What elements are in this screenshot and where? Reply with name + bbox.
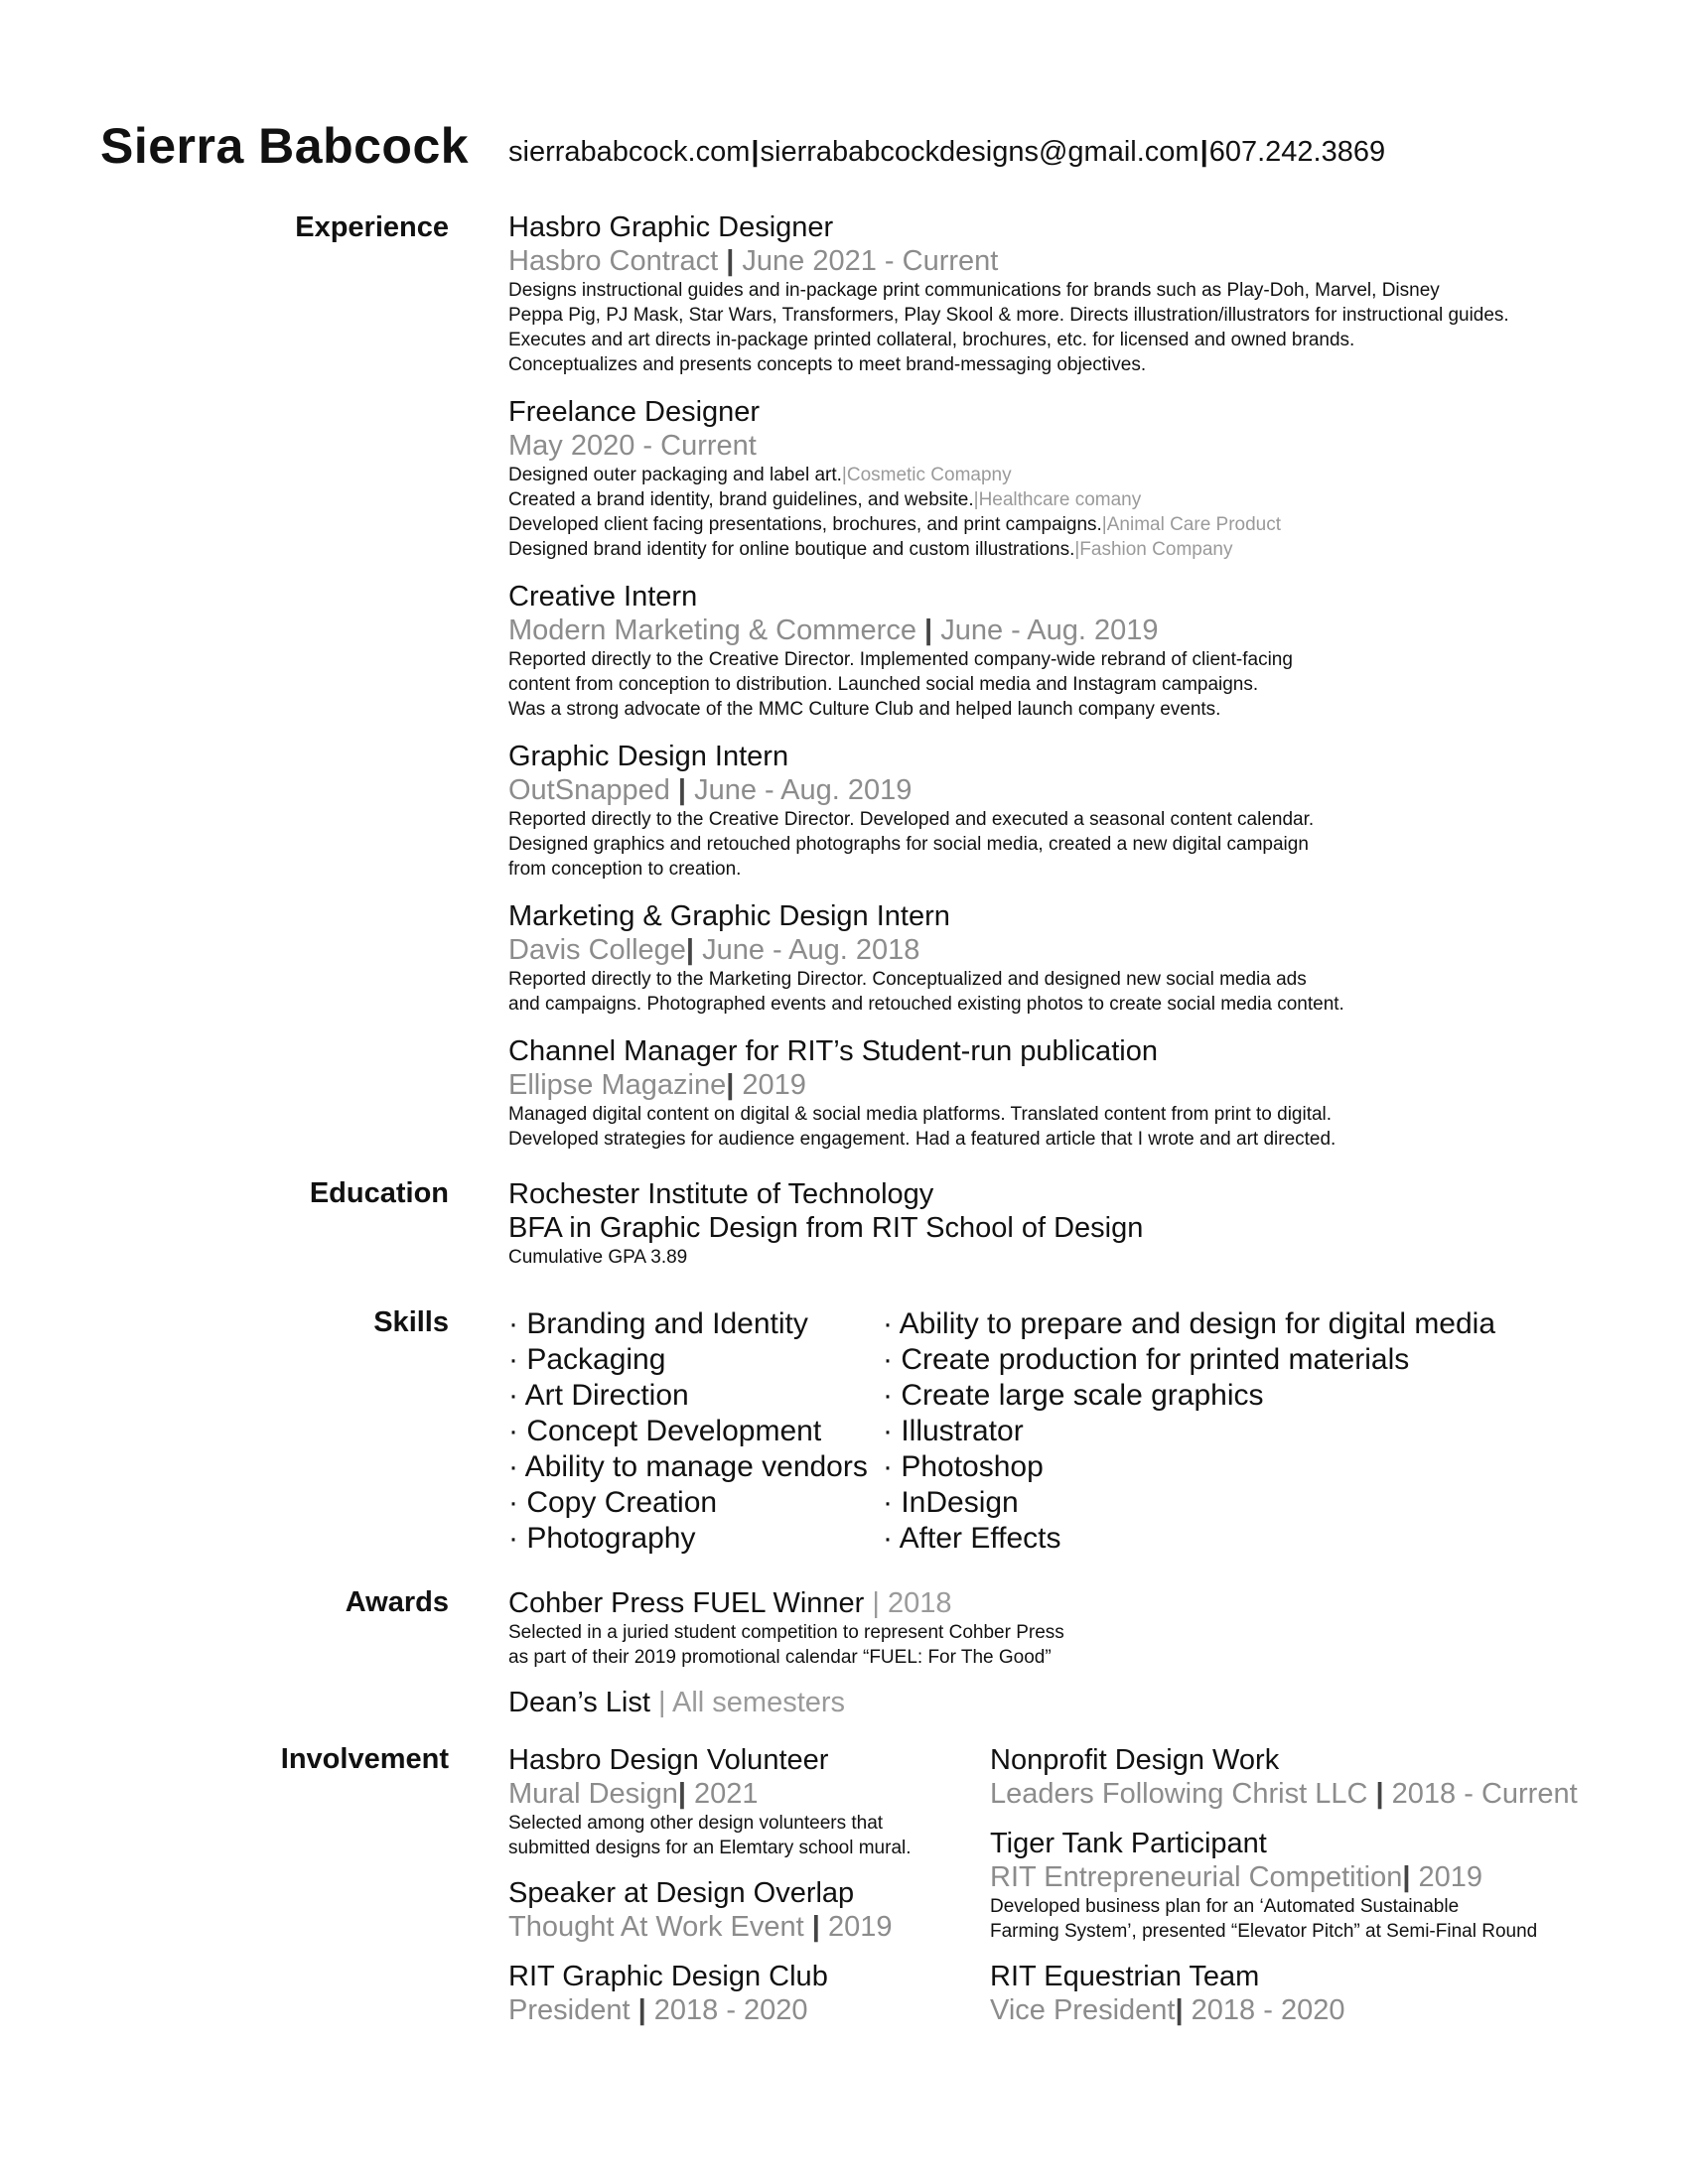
skill-item: · Art Direction <box>508 1379 689 1412</box>
section-label-education: Education <box>309 1177 449 1209</box>
phone: 607.242.3869 <box>1208 136 1386 168</box>
job-description: Executes and art directs in-package printed collateral, brochures, etc. for licensed and owned brands. <box>508 330 1355 350</box>
freelance-item: Developed client facing presentations, brochures, and print campaigns.|Animal Care Product <box>508 514 1282 535</box>
job-description: Designed graphics and retouched photographs for social media, created a new digital campaign <box>508 834 1309 855</box>
job-description: Reported directly to the Creative Director. Implemented company-wide rebrand of client-facing <box>508 649 1293 670</box>
involvement-org-dates: Leaders Following Christ LLC | 2018 - Current <box>990 1778 1578 1810</box>
involvement-description: Farming System’, presented “Elevator Pitch” at Semi-Final Round <box>990 1921 1538 1942</box>
involvement-entry <box>990 1960 1586 2027</box>
job-entry <box>508 395 1509 562</box>
skill-item: · Photography <box>508 1522 696 1555</box>
website: sierrababcock.com <box>508 136 751 168</box>
section-label-awards: Awards <box>345 1586 449 1618</box>
involvement-org-dates: RIT Entrepreneurial Competition| 2019 <box>990 1861 1483 1893</box>
skill-item: · Copy Creation <box>508 1486 718 1519</box>
award-entry <box>508 1586 1064 1670</box>
client-type: Fashion Company <box>1079 539 1233 560</box>
section-label-involvement: Involvement <box>280 1743 449 1775</box>
job-title: Marketing & Graphic Design Intern <box>508 900 950 932</box>
separator: | <box>751 136 760 168</box>
involvement-title: Speaker at Design Overlap <box>508 1877 855 1909</box>
gpa: Cumulative GPA 3.89 <box>508 1247 688 1268</box>
job-entry <box>508 740 1509 882</box>
job-entry <box>508 899 1509 1017</box>
job-entry <box>508 580 1509 722</box>
involvement-entry <box>990 1827 1586 1944</box>
job-description: Managed digital content on digital & social media platforms. Translated content from print to digital. <box>508 1104 1333 1125</box>
involvement-title: Tiger Tank Participant <box>990 1828 1267 1859</box>
involvement-org-dates: Mural Design| 2021 <box>508 1778 759 1810</box>
job-title: Hasbro Graphic Designer <box>508 211 834 243</box>
skill-item: · Illustrator <box>883 1415 1024 1447</box>
job-description: and campaigns. Photographed events and retouched existing photos to create social media content. <box>508 994 1344 1015</box>
degree: BFA in Graphic Design from RIT School of Design <box>508 1212 1144 1244</box>
job-title: Creative Intern <box>508 581 698 613</box>
involvement-title: RIT Graphic Design Club <box>508 1961 828 1992</box>
freelance-item: Created a brand identity, brand guidelines, and website.|Healthcare comany <box>508 489 1142 510</box>
skill-item: · Concept Development <box>508 1415 822 1447</box>
skill-item: · InDesign <box>883 1486 1019 1519</box>
freelance-item: Designed outer packaging and label art.|Cosmetic Comapny <box>508 465 1012 485</box>
client-type: Healthcare comany <box>978 489 1142 510</box>
freelance-item: Designed brand identity for online boutique and custom illustrations.|Fashion Company <box>508 539 1233 560</box>
job-description: from conception to creation. <box>508 859 742 880</box>
job-description: Was a strong advocate of the MMC Culture Club and helped launch company events. <box>508 699 1221 720</box>
job-description: Developed strategies for audience engagement. Had a featured article that I wrote and art directed. <box>508 1129 1336 1150</box>
school-name: Rochester Institute of Technology <box>508 1178 934 1210</box>
involvement-section <box>508 1743 1630 2043</box>
involvement-description: Selected among other design volunteers that <box>508 1813 884 1834</box>
section-label-skills: Skills <box>373 1306 449 1338</box>
skills-list-right <box>883 1306 1495 1557</box>
skill-item: · Branding and Identity <box>508 1307 808 1340</box>
involvement-org-dates: Vice President| 2018 - 2020 <box>990 1994 1345 2026</box>
job-description: Conceptualizes and presents concepts to meet brand-messaging objectives. <box>508 354 1147 375</box>
involvement-title: RIT Equestrian Team <box>990 1961 1260 1992</box>
involvement-column-left <box>508 1743 990 2043</box>
job-title: Graphic Design Intern <box>508 741 789 772</box>
skill-item: · Ability to prepare and design for digital media <box>883 1307 1496 1340</box>
candidate-name: Sierra Babcock <box>100 118 470 174</box>
involvement-org-dates: Thought At Work Event | 2019 <box>508 1911 893 1943</box>
awards-section <box>508 1586 1064 1719</box>
involvement-entry <box>990 1743 1586 1811</box>
education-section <box>508 1177 1143 1270</box>
involvement-description: submitted designs for an Elemtary school mural. <box>508 1838 912 1858</box>
award-entry <box>508 1686 1064 1719</box>
job-org-dates: Ellipse Magazine| 2019 <box>508 1069 806 1101</box>
skill-item: · Create large scale graphics <box>883 1379 1264 1412</box>
involvement-title: Nonprofit Design Work <box>990 1744 1280 1776</box>
skill-item: · After Effects <box>883 1522 1061 1555</box>
job-entry <box>508 210 1509 377</box>
involvement-org-dates: President | 2018 - 2020 <box>508 1994 808 2026</box>
job-title: Freelance Designer <box>508 396 761 428</box>
award-description: as part of their 2019 promotional calendar “FUEL: For The Good” <box>508 1647 1052 1668</box>
job-description: Reported directly to the Creative Director. Developed and executed a seasonal content calendar. <box>508 809 1315 830</box>
involvement-entry <box>508 1960 990 2027</box>
award-title: Cohber Press FUEL Winner | 2018 <box>508 1587 952 1619</box>
skill-item: · Photoshop <box>883 1450 1044 1483</box>
skill-item: · Create production for printed materials <box>883 1343 1410 1376</box>
involvement-title: Hasbro Design Volunteer <box>508 1744 829 1776</box>
job-dates: May 2020 - Current <box>508 430 757 462</box>
involvement-entry <box>508 1743 990 1860</box>
email: sierrababcockdesigns@gmail.com <box>760 136 1199 168</box>
client-type: Animal Care Product <box>1106 514 1282 535</box>
job-description: Designs instructional guides and in-package print communications for brands such as Play-Doh, Marvel, Disney <box>508 280 1440 301</box>
skills-section <box>508 1306 1495 1557</box>
involvement-column-right <box>990 1743 1586 2043</box>
job-description: content from conception to distribution. Launched social media and Instagram campaigns. <box>508 674 1259 695</box>
award-description: Selected in a juried student competition to represent Cohber Press <box>508 1622 1064 1643</box>
client-type: Cosmetic Comapny <box>846 465 1012 485</box>
experience-section <box>508 210 1509 1169</box>
award-title: Dean’s List | All semesters <box>508 1687 846 1718</box>
job-org-dates: Davis College| June - Aug. 2018 <box>508 934 920 966</box>
job-entry <box>508 1034 1509 1152</box>
skills-list-left <box>508 1306 883 1557</box>
involvement-description: Developed business plan for an ‘Automated Sustainable <box>990 1896 1460 1917</box>
involvement-entry <box>508 1876 990 1944</box>
skill-item: · Ability to manage vendors <box>508 1450 868 1483</box>
job-org-dates: Hasbro Contract | June 2021 - Current <box>508 245 999 277</box>
job-description: Peppa Pig, PJ Mask, Star Wars, Transformers, Play Skool & more. Directs illustration/illustrators for instructional guides. <box>508 305 1509 326</box>
section-label-experience: Experience <box>295 211 449 243</box>
separator: | <box>1199 136 1208 168</box>
job-org-dates: Modern Marketing & Commerce | June - Aug. 2019 <box>508 614 1159 646</box>
skill-item: · Packaging <box>508 1343 666 1376</box>
job-org-dates: OutSnapped | June - Aug. 2019 <box>508 774 913 806</box>
contact-line <box>508 136 1385 169</box>
job-description: Reported directly to the Marketing Director. Conceptualized and designed new social media ads <box>508 969 1307 990</box>
job-title: Channel Manager for RIT’s Student-run publication <box>508 1035 1158 1067</box>
